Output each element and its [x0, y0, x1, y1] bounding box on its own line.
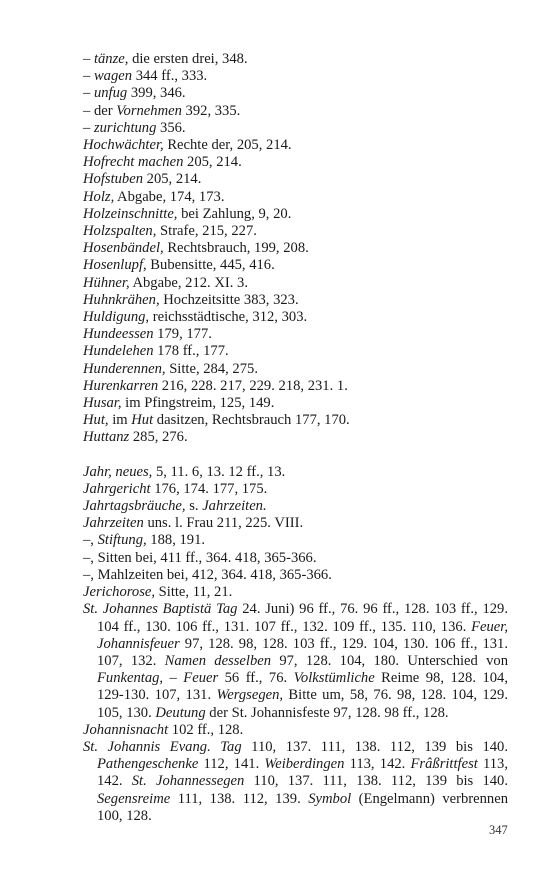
index-entry [83, 189, 508, 206]
entry-term: Hundelehen [83, 343, 154, 360]
entry-term: Hut, [83, 412, 109, 429]
entry-text: Rechtsbrauch, 199, 208. [163, 240, 309, 257]
entry-text: s. [185, 498, 203, 515]
entry-term: Jerichorose, [83, 584, 155, 601]
entry-term: unfug [93, 85, 128, 102]
index-entry [83, 292, 508, 309]
entry-term: tänze, [93, 51, 129, 67]
entry-term: Namen desselben [164, 652, 272, 669]
entry-text: Sitte, 284, 275. [165, 360, 258, 377]
entry-text: –, Sitten bei, 411 ff., 364. 418, 365-366. [83, 549, 317, 566]
entry-term: Jahrzeiten. [202, 498, 267, 515]
index-entry [83, 550, 508, 567]
entry-text: 285, 276. [129, 429, 188, 446]
entry-text: 179, 177. [153, 326, 212, 343]
entry-text: der St. Johannisfeste 97, 128. 98 ff., 128. [205, 704, 449, 721]
index-entry [83, 601, 508, 721]
entry-text: 216, 228. 217, 229. 218, 231. 1. [158, 377, 348, 394]
entry-text: – [83, 85, 94, 102]
entry-text: 205, 214. [143, 171, 202, 188]
entry-text: Reime 98, 128. 104, 129-130. 107, 131. [97, 670, 509, 704]
entry-text: Bubensitte, 445, 416. [146, 257, 275, 274]
entry-text: 112, 141. [198, 756, 265, 773]
entry-term: Hofstuben [83, 171, 143, 188]
entry-text: Hochzeitsitte 383, 323. [159, 291, 299, 308]
index-entry [83, 137, 508, 154]
entry-term: Weiberdingen [264, 756, 345, 773]
index-entry [83, 395, 508, 412]
entry-term: Holzeinschnitte, [83, 205, 178, 222]
entry-text: 205, 214. [183, 154, 242, 171]
entry-text: Bitte um, 58, 76. 98, 128. 104, 129. 105, 130. [97, 687, 508, 721]
section-gap [83, 447, 508, 464]
index-entry [83, 361, 508, 378]
entry-text: – der [83, 102, 117, 119]
entry-term: Hunderennen, [83, 360, 166, 377]
entry-text: 111, 138. 112, 139. [170, 790, 309, 807]
entry-text: Strafe, 215, 227. [156, 223, 257, 240]
entry-text: 176, 174. 177, 175. [150, 480, 268, 497]
entry-term: Jahr, neues, [83, 463, 153, 480]
entry-term: Johannisnacht [83, 721, 169, 738]
entry-term: Hofrecht machen [83, 154, 184, 171]
index-entry [83, 206, 508, 223]
index-page [83, 51, 508, 825]
entry-text: 356. [156, 119, 186, 136]
entry-term: Funkentag, – Feuer [97, 670, 219, 687]
entry-text: – [83, 119, 94, 136]
entry-term: Hurenkarren [83, 377, 159, 394]
entry-term: Frâßrittfest [410, 756, 478, 773]
index-entry [83, 154, 508, 171]
index-entry [83, 515, 508, 532]
entry-text: (Engelmann) verbrennen 100, 128. [97, 790, 508, 824]
index-entries [83, 51, 508, 825]
index-entry [83, 343, 508, 360]
page-number: 347 [489, 823, 508, 837]
entry-term: Jahrgericht [83, 480, 151, 497]
index-entry [83, 120, 508, 137]
entry-term: Hühner, [83, 274, 130, 291]
entry-text: dasitzen, Rechtsbrauch 177, 170. [153, 412, 350, 429]
entry-text: 24. Juni) 96 ff., 76. 96 ff., 128. 103 ff., 129. 104 ff., 130. 106 ff., 131. 107 ff., 132. 109 ff., 135. 110, 136. [97, 601, 508, 635]
entry-text: 97, 128. 104, 180. Unterschied von [271, 652, 509, 669]
index-entry [83, 51, 508, 68]
entry-term: Huttanz [83, 429, 130, 446]
entry-term: Huldigung, [83, 309, 150, 326]
entry-text: 5, 11. 6, 13. 12 ff., 13. [152, 463, 286, 480]
index-entry [83, 584, 508, 601]
entry-text: uns. l. Frau 211, 225. VIII. [143, 515, 304, 532]
entry-text: 110, 137. 111, 138. 112, 139 bis 140. [244, 773, 508, 790]
index-entry [83, 722, 508, 739]
entry-term: Husar, [83, 395, 122, 412]
entry-text: reichsstädtische, 312, 303. [149, 309, 308, 326]
entry-term: Feuer, Johannisfeuer [97, 618, 508, 652]
entry-text: die ersten drei, 348. [128, 51, 248, 67]
entry-term: Volkstümliche [293, 670, 375, 687]
entry-text: Abgabe, 174, 173. [114, 188, 225, 205]
entry-term: Huhnkrähen, [83, 291, 160, 308]
entry-term: Pathengeschenke [97, 756, 199, 773]
entry-text: im Pfingstreim, 125, 149. [121, 395, 275, 412]
index-entry [83, 429, 508, 446]
entry-term: Hosenbändel, [83, 240, 164, 257]
entry-text: –, [83, 532, 98, 549]
entry-term: zurichtung [93, 119, 157, 136]
entry-text: 110, 137. 111, 138. 112, 139 bis 140. [241, 738, 508, 755]
index-entry [83, 103, 508, 120]
index-entry [83, 275, 508, 292]
entry-text: 392, 335. [181, 102, 241, 119]
index-entry [83, 567, 508, 584]
index-entry [83, 257, 508, 274]
entry-text: 344 ff., 333. [132, 68, 208, 85]
entry-text: Abgabe, 212. XI. 3. [129, 274, 248, 291]
entry-term: Holz, [83, 188, 115, 205]
entry-term: Segensreime [97, 790, 171, 807]
entry-text: 56 ff., 76. [218, 670, 294, 687]
index-entry [83, 532, 508, 549]
index-entry [83, 326, 508, 343]
index-entry [83, 412, 508, 429]
entry-term: Hochwächter, [83, 137, 164, 154]
index-entry [83, 739, 508, 825]
entry-text: – [83, 68, 94, 85]
entry-term: Hut [131, 412, 154, 429]
entry-term: Holzspalten, [83, 223, 157, 240]
entry-text: Rechte der, 205, 214. [163, 137, 292, 154]
entry-term: St. Johannes Baptistä Tag [83, 601, 238, 618]
entry-text: –, Mahlzeiten bei, 412, 364. 418, 365-366. [83, 566, 332, 583]
entry-text: Sitte, 11, 21. [155, 584, 233, 601]
index-entry [83, 68, 508, 85]
entry-text: 113, 142. [97, 756, 508, 790]
index-entry [83, 309, 508, 326]
index-entry [83, 378, 508, 395]
entry-term: Hosenlupf, [83, 257, 147, 274]
entry-term: St. Johannis Evang. Tag [83, 738, 242, 755]
entry-text: – [83, 51, 94, 67]
entry-term: Jahrzeiten [83, 515, 144, 532]
entry-term: Hundeessen [83, 326, 154, 343]
entry-text: 102 ff., 128. [168, 721, 244, 738]
index-entry [83, 223, 508, 240]
entry-term: wagen [93, 68, 133, 85]
index-entry [83, 464, 508, 481]
index-entry [83, 240, 508, 257]
entry-text: 178 ff., 177. [153, 343, 229, 360]
entry-text: 399, 346. [127, 85, 186, 102]
entry-term: Vornehmen [116, 102, 182, 119]
index-entry [83, 481, 508, 498]
entry-text: im [108, 412, 132, 429]
entry-text: bei Zahlung, 9, 20. [177, 205, 292, 222]
entry-term: Deutung [155, 704, 206, 721]
entry-term: Wergsegen, [216, 687, 284, 704]
index-entry [83, 498, 508, 515]
entry-term: Jahrtagsbräuche, [83, 498, 186, 515]
index-entry [83, 85, 508, 102]
entry-term: Symbol [308, 790, 352, 807]
entry-term: St. Johannessegen [131, 773, 245, 790]
entry-text: 97, 128. 98, 128. 103 ff., 129. 104, 130. 106 ff., 131. 107, 132. [97, 635, 508, 669]
entry-text: 113, 142. [344, 756, 411, 773]
entry-text: 188, 191. [146, 532, 206, 549]
index-entry [83, 171, 508, 188]
entry-term: Stiftung, [97, 532, 147, 549]
